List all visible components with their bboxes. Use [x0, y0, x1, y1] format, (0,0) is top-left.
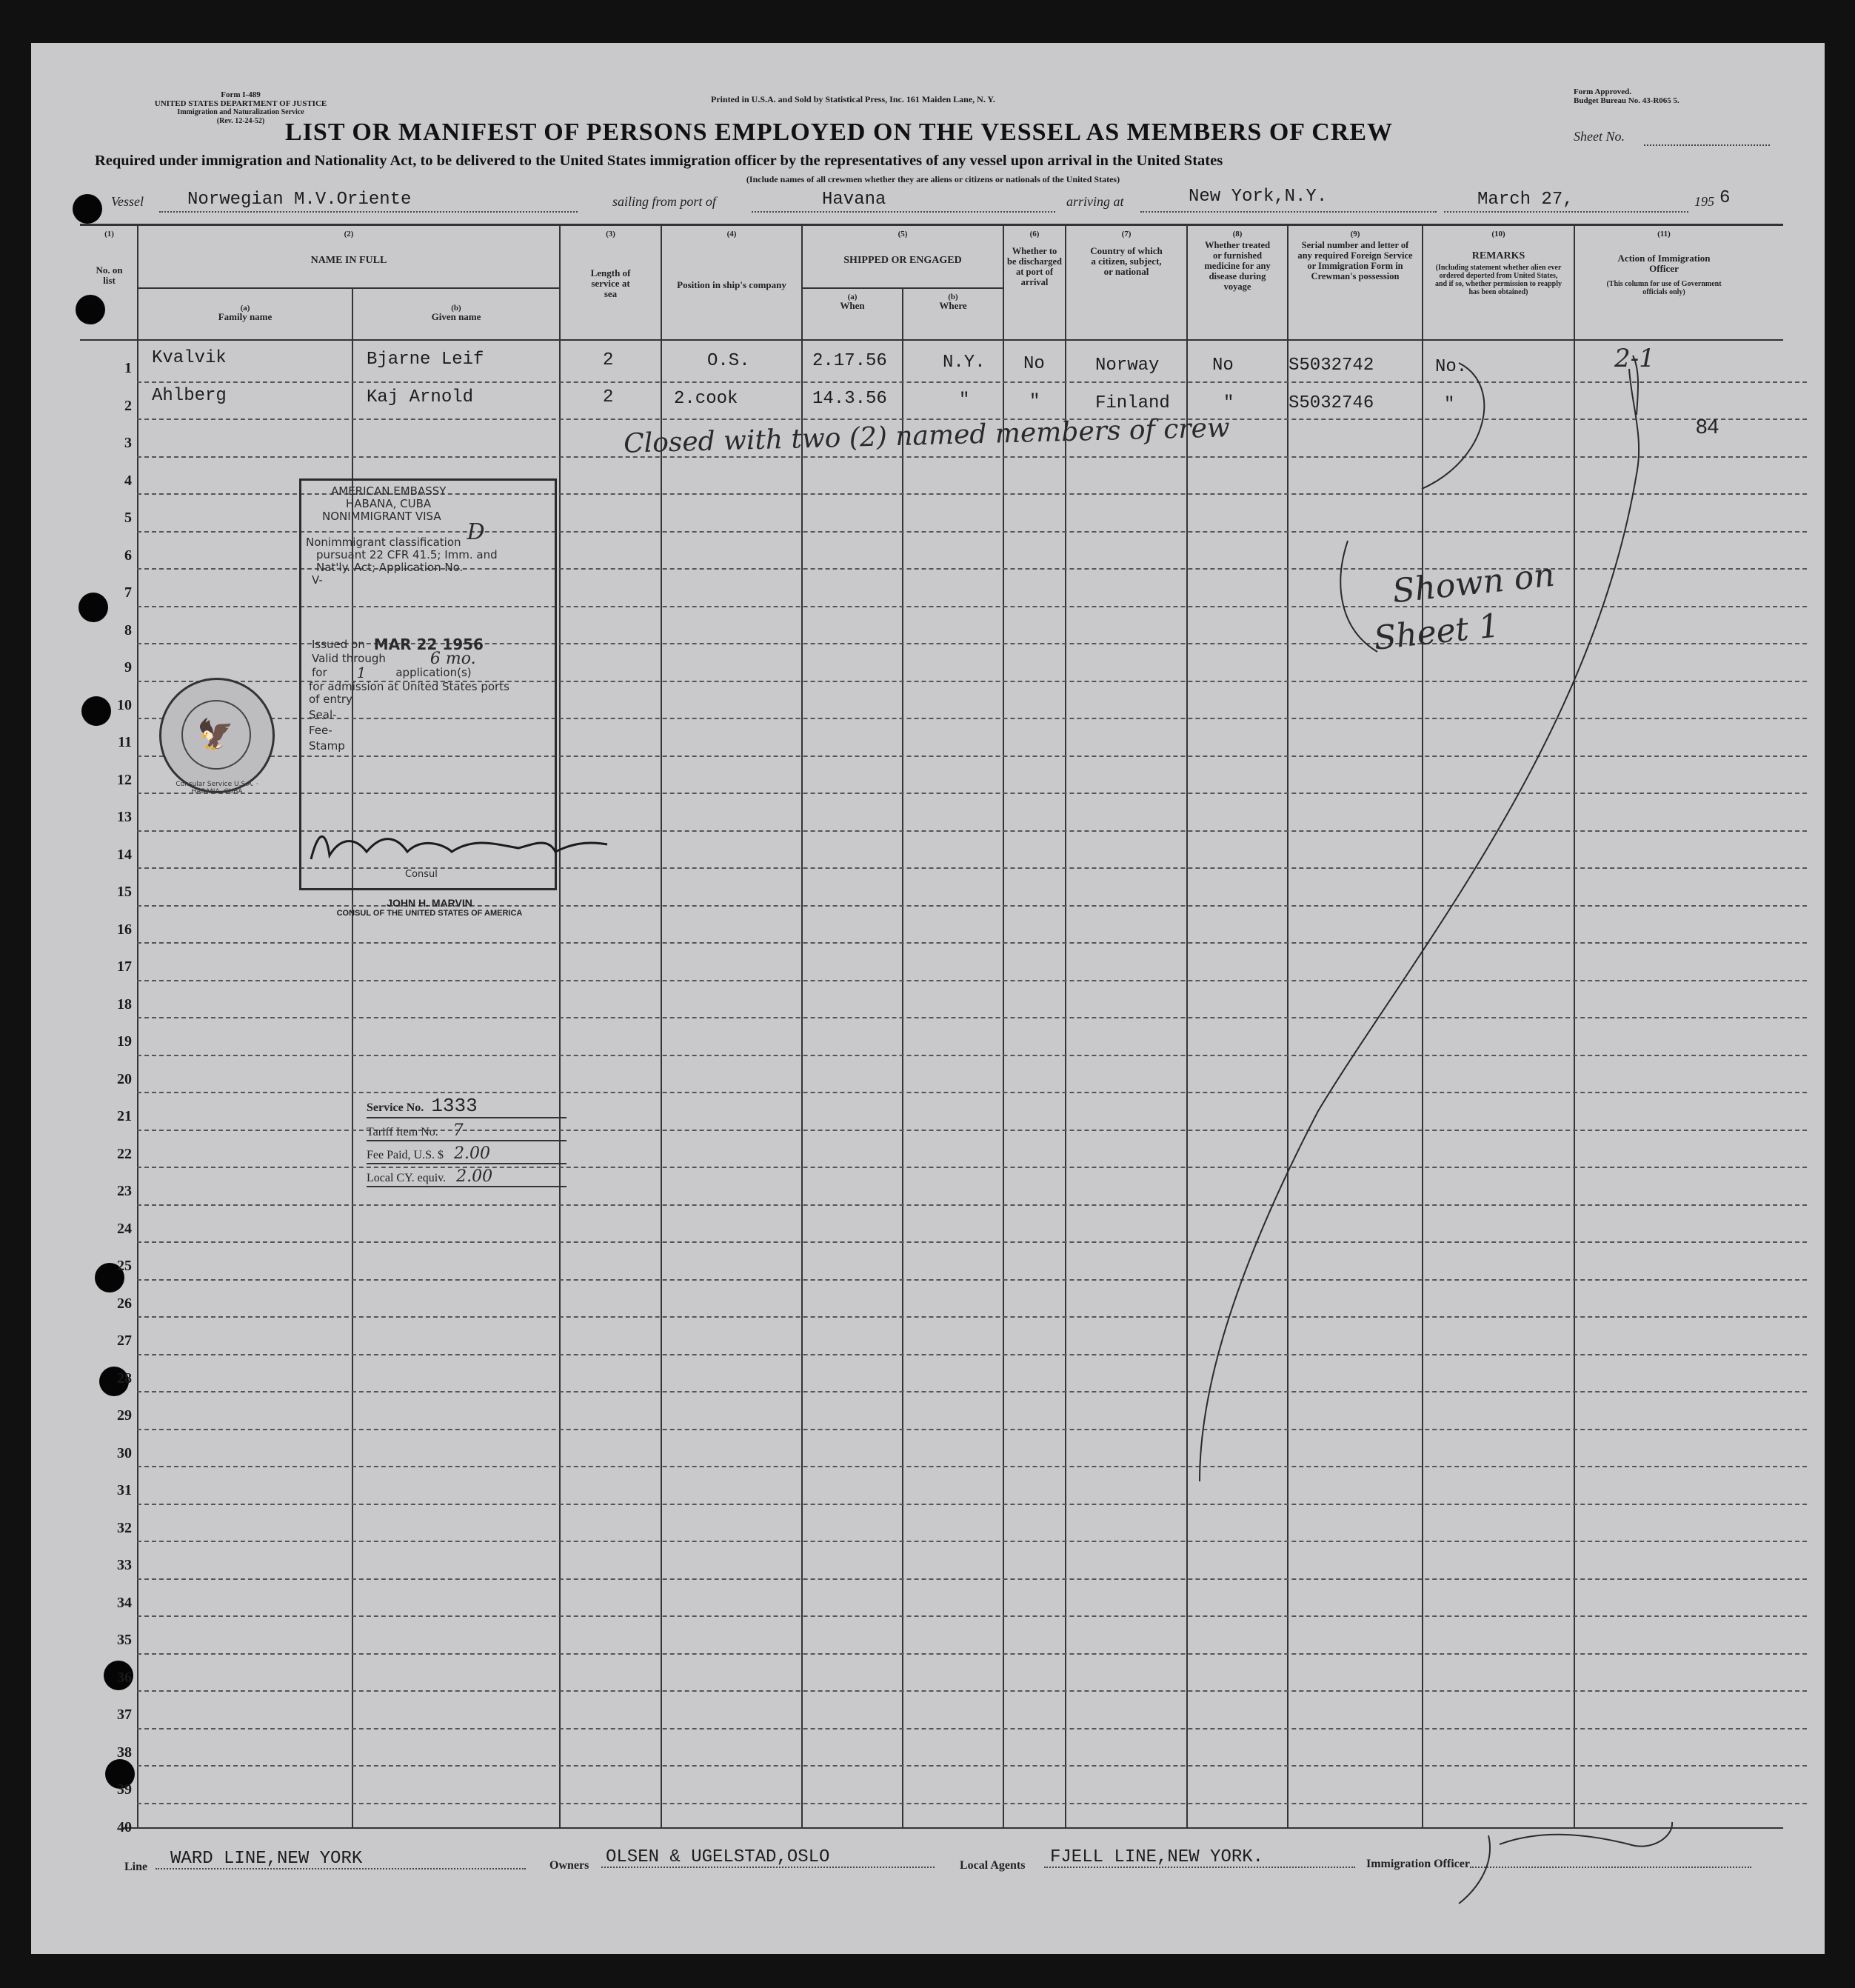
col2b-label: Given name [431, 311, 481, 322]
eagle-icon: 🦅 [197, 718, 234, 751]
discharge: " [1029, 392, 1040, 412]
arriving-label: arriving at [1066, 194, 1124, 209]
officer-name: JOHN H. MARVIN [387, 897, 472, 909]
owners-name: OLSEN & UGELSTAD,OSLO [606, 1847, 830, 1867]
seal-text: Consular Service U.S.A. · HABANA, CUBA [176, 781, 258, 795]
row-number: 3 [124, 435, 132, 451]
medicine: No [1212, 356, 1234, 376]
col11-number: (11) [1657, 230, 1671, 239]
service-length: 2 [603, 350, 614, 370]
col8-label: Whether treated or furnished medicine for any disease during voyage [1204, 240, 1271, 292]
country: Norway [1095, 356, 1160, 376]
row-number: 13 [117, 809, 132, 825]
manifest-title: LIST OR MANIFEST OF PERSONS EMPLOYED ON THE VESSEL AS MEMBERS OF CREW [285, 119, 1394, 146]
shipped-when: 2.17.56 [812, 351, 887, 371]
family-name: Kvalvik [152, 348, 227, 368]
shipped-when: 14.3.56 [812, 389, 887, 409]
stamp-admission: for admission at United States ports [309, 680, 509, 693]
row-number: 40 [117, 1818, 132, 1835]
tariff-row [367, 1121, 566, 1141]
col2-number: (2) [344, 230, 354, 239]
col4-label: Position in ship's company [677, 279, 786, 290]
shown-bracket [1340, 541, 1377, 652]
col2a-label: Family name [218, 311, 273, 322]
row-number: 11 [118, 734, 132, 750]
year-prefix: 195 [1694, 194, 1714, 209]
col11-label: Action of Immigration Officer [1617, 253, 1711, 274]
row-number: 34 [117, 1594, 132, 1611]
approval-text: Form Approved. [1574, 87, 1632, 96]
tariff-value: 7 [452, 1121, 464, 1140]
for-value: 1 [356, 664, 367, 681]
stamp-act: Nat'ly. Act; Application No. [316, 561, 464, 574]
agents-name: FJELL LINE,NEW YORK. [1050, 1847, 1264, 1867]
col5b-letter: (b) [948, 293, 958, 301]
stamp-fee: Fee- [309, 724, 332, 737]
local-value: 2.00 [456, 1167, 493, 1186]
officer-signature [1459, 1822, 1672, 1904]
sailing-label: sailing from port of [612, 194, 716, 209]
row-number: 22 [117, 1145, 132, 1162]
stamp-v-label: V- [312, 573, 323, 587]
line-label: Line [124, 1861, 148, 1873]
col10-label: REMARKS [1471, 250, 1525, 261]
for-label: for [312, 666, 327, 679]
stamp-visa-type: NONIMMIGRANT VISA [322, 510, 441, 523]
stamp-city: HABANA, CUBA [346, 497, 432, 510]
col6-label: Whether to be discharged at port of arrival [1007, 246, 1062, 287]
row-number: 1 [124, 360, 132, 376]
revision: (Rev. 12-24-52) [216, 117, 265, 125]
row-number: 20 [117, 1070, 132, 1087]
manifest-note: (Include names of all crewmen whether they are aliens or citizens or nationals of the United States) [746, 174, 1120, 184]
serial-number: S5032746 [1289, 393, 1374, 413]
row-number: 5 [124, 510, 132, 526]
col10-note: (Including statement whether alien ever ordered deported from United States, and if so, whether permission to reapply has been obtained) [1434, 264, 1562, 296]
officer-rule [1470, 1867, 1751, 1868]
row-number: 29 [117, 1407, 132, 1424]
classification-label: Nonimmigrant classification [306, 536, 461, 549]
service-name: Immigration and Naturalization Service [177, 108, 304, 116]
col5a-label: When [840, 300, 865, 311]
tariff-label: Tariff Item No. [367, 1126, 438, 1138]
given-name: Kaj Arnold [367, 387, 474, 407]
position: 2.cook [674, 389, 738, 409]
family-name: Ahlberg [152, 386, 227, 406]
closed-with-note: Closed with two (2) named members of crew [623, 413, 1231, 459]
diagonal-strike-line [1200, 369, 1639, 1481]
col2b-letter: (b) [451, 304, 461, 313]
local-label: Local CY. equiv. [367, 1172, 447, 1184]
row-number: 15 [117, 884, 132, 900]
row-number: 26 [117, 1295, 132, 1312]
manifest-subtitle: Required under immigration and Nationality Act, to be delivered to the United States immigration officer by the representatives of any vessel upon arrival in the United States [95, 153, 1223, 169]
row-number: 2 [124, 397, 132, 414]
row-number: 7 [124, 584, 132, 601]
fee-label: Fee Paid, U.S. $ [367, 1149, 444, 1161]
col7-number: (7) [1121, 230, 1132, 239]
row-number: 19 [117, 1033, 132, 1050]
consular-seal [159, 678, 275, 793]
remarks-bracket [1422, 363, 1484, 489]
row-number: 38 [117, 1744, 132, 1761]
officer-label: Immigration Officer [1366, 1858, 1470, 1870]
valid-label: Valid through [312, 652, 386, 665]
form-number: Form I-489 [221, 90, 261, 99]
stamp-of-entry: of entry [309, 693, 352, 706]
row-number: 28 [117, 1370, 132, 1387]
row-number: 14 [117, 846, 132, 863]
officer-title: CONSUL OF THE UNITED STATES OF AMERICA [336, 909, 523, 918]
fee-value: 2.00 [454, 1144, 490, 1163]
remarks: " [1444, 395, 1455, 415]
port-of-departure: Havana [822, 190, 886, 210]
col2-label: NAME IN FULL [310, 255, 387, 266]
row-number: 23 [117, 1183, 132, 1199]
row-number: 27 [117, 1332, 132, 1349]
fee-stamp [367, 1095, 566, 1187]
row-number: 21 [117, 1108, 132, 1124]
row-number: 35 [117, 1632, 132, 1648]
sheet-no-label: Sheet No. [1574, 129, 1625, 144]
vessel-name: Norwegian M.V.Oriente [187, 190, 412, 210]
arrival-port: New York,N.Y. [1189, 187, 1328, 207]
col5b-label: Where [939, 300, 967, 311]
row-number: 33 [117, 1557, 132, 1573]
position: O.S. [707, 351, 750, 371]
stamp-stamp: Stamp [309, 739, 345, 753]
row-number: 10 [117, 696, 132, 713]
service-length: 2 [603, 387, 614, 407]
department: UNITED STATES DEPARTMENT OF JUSTICE [154, 99, 327, 108]
row-number: 4 [124, 472, 132, 489]
col9-label: Serial number and letter of any required Foreign Service or Immigration Form in Crewman's possession [1297, 240, 1413, 281]
stamp-for [301, 665, 555, 679]
row-number: 32 [117, 1519, 132, 1536]
owners-label: Owners [549, 1859, 589, 1872]
shipped-where: " [959, 390, 970, 410]
agents-rule [1044, 1867, 1355, 1868]
medicine: " [1223, 393, 1234, 413]
row-number: 31 [117, 1482, 132, 1498]
row-number: 25 [117, 1258, 132, 1274]
stamp-consul: Consul [405, 869, 438, 880]
serial-number: S5032742 [1289, 356, 1374, 376]
row-number: 12 [117, 771, 132, 788]
consul-signature [296, 815, 622, 874]
owners-rule [601, 1867, 935, 1868]
row-number: 18 [117, 995, 132, 1013]
page-count: 84 [1696, 415, 1719, 438]
vessel-label: Vessel [111, 194, 144, 209]
col1-number: (1) [104, 230, 114, 239]
classification-value: D [467, 519, 485, 545]
col4-number: (4) [726, 230, 737, 239]
row-number: 39 [117, 1781, 132, 1798]
row-number: 9 [124, 659, 132, 676]
col5a-letter: (a) [847, 293, 858, 301]
issued-value: MAR 22 1956 [373, 636, 484, 653]
line-name: WARD LINE,NEW YORK [170, 1849, 363, 1869]
row-number: 16 [117, 921, 132, 938]
printer-note: Printed in U.S.A. and Sold by Statistical Press, Inc. 161 Maiden Lane, N. Y. [711, 94, 995, 104]
col8-number: (8) [1232, 230, 1243, 239]
consul-name-stamp [326, 898, 533, 918]
applications-label: application(s) [395, 666, 472, 679]
service-value: 1333 [431, 1095, 478, 1117]
col2a-letter: (a) [240, 304, 250, 313]
stamp-statute: pursuant 22 CFR 41.5; Imm. and [316, 548, 498, 561]
col3-label: Length of service at sea [590, 267, 631, 299]
stamp-seal: Seal- [309, 708, 337, 721]
fee-row [367, 1144, 566, 1164]
officer-action: 2-1 [1614, 344, 1655, 373]
local-row [367, 1167, 566, 1187]
row-number: 8 [124, 621, 132, 638]
col5-number: (5) [898, 230, 908, 239]
col5-label: SHIPPED OR ENGAGED [843, 255, 962, 266]
row-number: 36 [117, 1669, 132, 1686]
shipped-where: N.Y. [943, 353, 986, 373]
row-number: 30 [117, 1444, 132, 1461]
shown-on-note: Shown on [1390, 556, 1557, 611]
country: Finland [1095, 393, 1170, 413]
col6-number: (6) [1029, 230, 1040, 239]
stamp-embassy: AMERICAN EMBASSY [331, 484, 447, 498]
agents-label: Local Agents [960, 1859, 1026, 1872]
service-label: Service No. [367, 1101, 424, 1114]
row-number: 6 [124, 547, 132, 564]
stamp-issued [301, 587, 555, 651]
service-row [367, 1095, 566, 1118]
year-suffix: 6 [1719, 188, 1731, 208]
row-number: 37 [117, 1707, 132, 1723]
col3-number: (3) [606, 230, 615, 239]
row-number: 24 [117, 1220, 132, 1237]
col10-number: (10) [1491, 230, 1505, 239]
valid-value: 6 mo. [430, 650, 476, 668]
arrival-date: March 27, [1477, 190, 1574, 210]
col11-note: (This column for use of Government officials only) [1606, 280, 1722, 296]
sheet-one-note: Sheet 1 [1371, 607, 1502, 658]
stamp-classification [301, 519, 555, 549]
remarks: No. [1435, 357, 1468, 377]
col7-label: Country of which a citizen, subject, or national [1090, 245, 1163, 277]
col1-label: No. on list [96, 264, 123, 286]
row-number: 17 [117, 958, 132, 975]
line-rule [156, 1868, 526, 1869]
budget-number: Budget Bureau No. 43-R065 5. [1574, 96, 1679, 105]
col9-number: (9) [1350, 230, 1360, 239]
given-name: Bjarne Leif [367, 350, 484, 370]
discharge: No [1023, 354, 1045, 374]
issued-label: Issued on [312, 638, 365, 651]
